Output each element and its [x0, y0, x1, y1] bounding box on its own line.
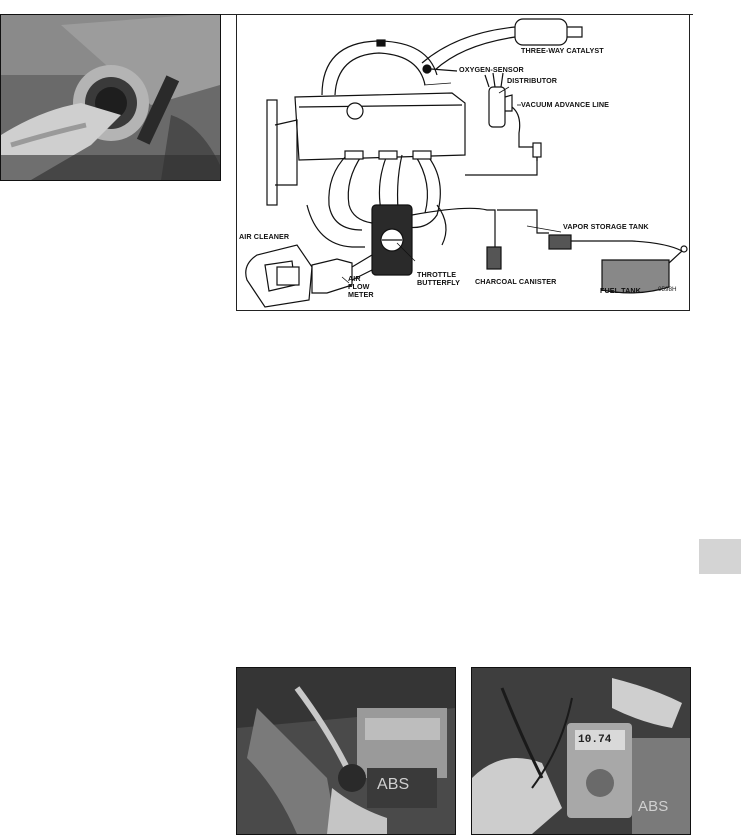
abs-label-right: ABS — [638, 798, 669, 815]
label-air-flow-meter-1: AIR — [348, 274, 361, 283]
label-air-flow-meter-2: FLOW — [348, 282, 370, 291]
label-throttle-butterfly-2: BUTTERFLY — [417, 278, 460, 287]
label-throttle-butterfly-1: THROTTLE — [417, 270, 457, 279]
abs-connector-photo-left — [236, 667, 456, 835]
label-vacuum-advance-line: VACUUM ADVANCE LINE — [521, 100, 610, 109]
label-distributor: DISTRIBUTOR — [507, 76, 558, 85]
label-three-way-catalyst: THREE-WAY CATALYST — [521, 46, 604, 55]
section-tab — [699, 539, 741, 574]
meter-reading: 10.74 — [578, 734, 612, 746]
label-charcoal-canister: CHARCOAL CANISTER — [475, 277, 557, 286]
throttle-body-photo — [0, 14, 221, 181]
abs-multimeter-photo-right — [471, 667, 691, 835]
figure-code: 0598H — [658, 286, 677, 293]
emission-system-diagram — [236, 14, 690, 311]
abs-label-left: ABS — [377, 776, 410, 793]
label-vapor-storage-tank: VAPOR STORAGE TANK — [563, 222, 649, 231]
label-air-flow-meter-3: METER — [348, 290, 374, 299]
label-fuel-tank: FUEL TANK — [600, 286, 641, 295]
label-air-cleaner: AIR CLEANER — [239, 232, 290, 241]
label-oxygen-sensor: OXYGEN-SENSOR — [459, 65, 524, 74]
